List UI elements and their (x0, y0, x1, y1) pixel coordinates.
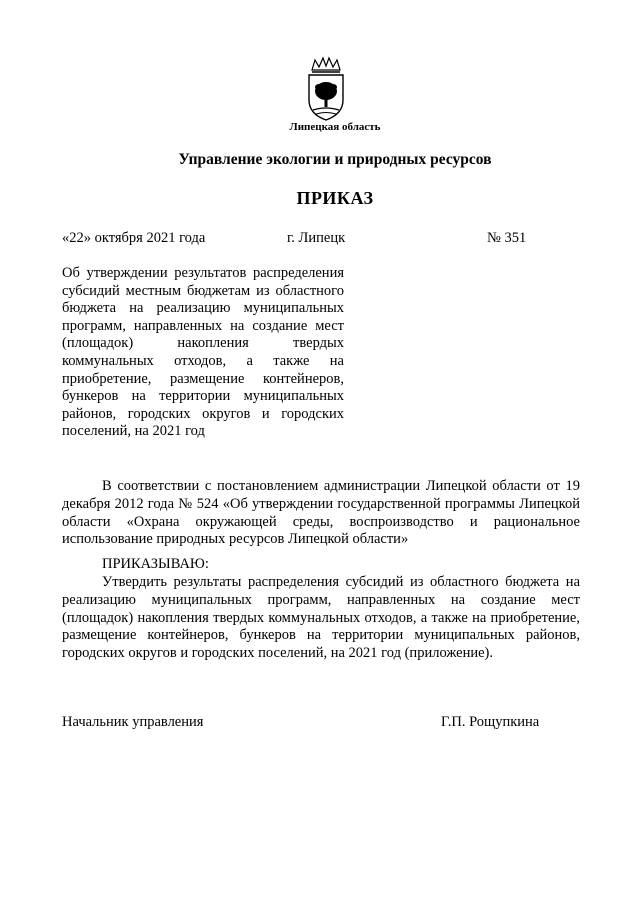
document-type: ПРИКАЗ (296, 188, 374, 208)
order-paragraph: Утвердить результаты распределения субсидий из областного бюджета на реализацию муниципальных программ, направленных на создание мест (площадок) накопления твердых коммунальных отходов, а также на приобретение, размещение контейнеров, бункеров на территории муниципальных районов, городских округов и городских поселений, на 2021 год (приложение). (62, 574, 580, 662)
region-name: Липецкая область (289, 121, 381, 133)
document-city: г. Липецк (287, 230, 346, 246)
lipetsk-coat-of-arms-icon (303, 56, 349, 122)
document-date: «22» октября 2021 года (62, 230, 206, 246)
department-name: Управление экологии и природных ресурсов (178, 151, 492, 168)
document-number: № 351 (487, 230, 527, 246)
signatory-name: Г.П. Рощупкина (441, 714, 540, 730)
signatory-position: Начальник управления (62, 714, 204, 730)
order-word: ПРИКАЗЫВАЮ: (102, 556, 209, 572)
document-subject: Об утверждении результатов распределения субсидий местным бюджетам из областного бюджета на реализацию муниципальных программ, направленных на создание мест (площадок) накопления твердых коммунальных отходов, а также на приобретение, размещение контейнеров, бункеров на территории муниципальных районов, городских округов и городских поселений, на 2021 год (62, 265, 344, 440)
preamble-paragraph: В соответствии с постановлением администрации Липецкой области от 19 декабря 2012 года № 524 «Об утверждении государственной программы Липецкой области «Охрана окружающей среды, воспроизводство и рациональное использование природных ресурсов Липецкой области» (62, 478, 580, 548)
